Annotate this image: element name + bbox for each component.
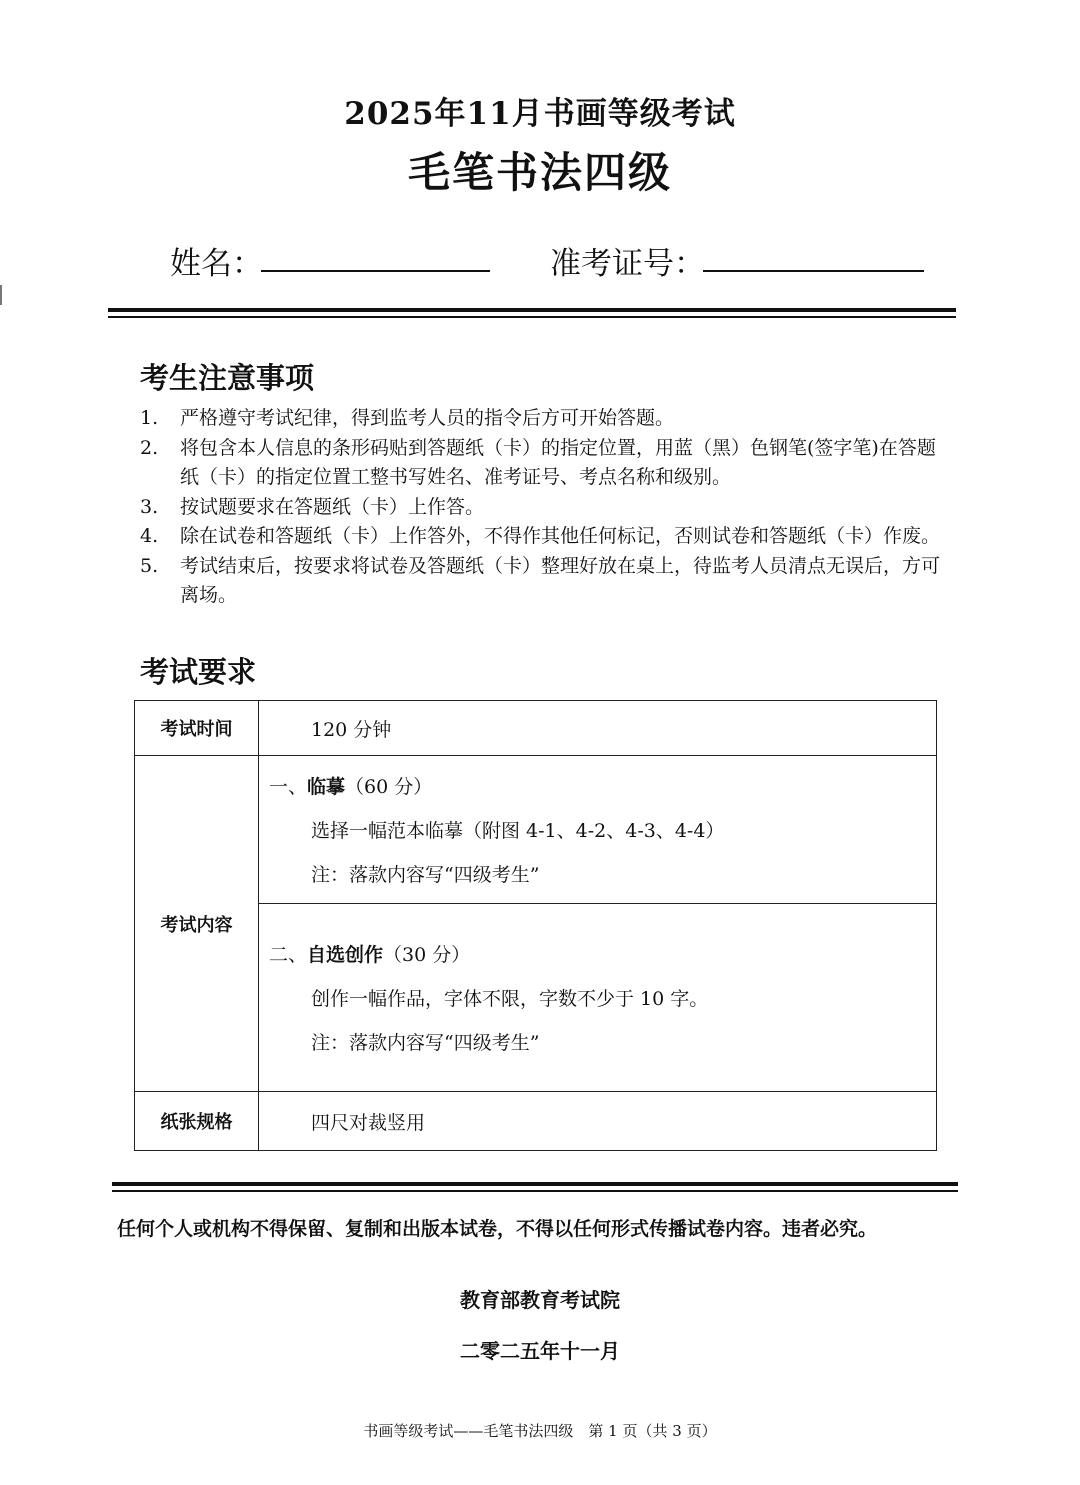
exam-id-blank-line — [703, 270, 924, 272]
header-divider-thin — [108, 316, 956, 318]
requirements-heading: 考试要求 — [140, 655, 257, 689]
copyright-notice: 任何个人或机构不得保留、复制和出版本试卷，不得以任何形式传播试卷内容。违者必究。 — [117, 1218, 878, 1240]
list-item: 5. 考试结束后，按要求将试卷及答题纸（卡）整理好放在桌上，待监考人员清点无误后，方可离场。 — [140, 554, 941, 606]
part2-instruction: 创作一幅作品，字体不限，字数不少于 10 字。 — [311, 988, 709, 1010]
list-item: 3. 按试题要求在答题纸（卡）上作答。 — [140, 495, 485, 518]
part2-title: 二、自选创作（30 分） — [269, 944, 471, 966]
part1-instruction: 选择一幅范本临摹（附图 4-1、4-2、4-3、4-4） — [311, 820, 725, 842]
paper-label: 纸张规格 — [135, 1092, 259, 1151]
page-footer: 书画等级考试——毛笔书法四级 第 1 页（共 3 页） — [363, 1422, 717, 1440]
content-label: 考试内容 — [135, 756, 259, 1092]
time-value: 120 分钟 — [259, 701, 937, 756]
scan-mark — [0, 285, 2, 305]
issue-date: 二零二五年十一月 — [460, 1339, 620, 1363]
list-item: 2. 将包含本人信息的条形码贴到答题纸（卡）的指定位置，用蓝（黑）色钢笔(签字笔)在答题纸（卡）的指定位置工整书写姓名、准考证号、考点名称和级别。 — [140, 436, 936, 488]
table-row — [135, 701, 937, 756]
table-row — [135, 1092, 937, 1151]
notes-heading: 考生注意事项 — [140, 361, 315, 395]
notes-list — [140, 404, 940, 611]
paper-value: 四尺对裁竖用 — [259, 1092, 937, 1151]
exam-id-label: 准考证号： — [550, 246, 705, 282]
part2-cell — [259, 904, 937, 1092]
header-divider-thick — [108, 308, 956, 312]
part1-note: 注：落款内容写“四级考生” — [311, 864, 540, 886]
part1-cell — [259, 756, 937, 904]
time-label: 考试时间 — [135, 701, 259, 756]
part1-title: 一、临摹（60 分） — [269, 776, 433, 798]
requirements-table — [134, 700, 937, 1151]
subject-title: 毛笔书法四级 — [407, 148, 672, 197]
footer-divider-thin — [112, 1190, 958, 1192]
list-item: 4. 除在试卷和答题纸（卡）上作答外，不得作其他任何标记，否则试卷和答题纸（卡）作废。 — [140, 525, 941, 547]
table-row — [135, 756, 937, 904]
part2-note: 注：落款内容写“四级考生” — [311, 1032, 540, 1054]
issuer: 教育部教育考试院 — [460, 1288, 620, 1312]
name-label: 姓名： — [170, 246, 263, 282]
footer-divider-thick — [112, 1182, 958, 1186]
list-item: 1. 严格遵守考试纪律，得到监考人员的指令后方可开始答题。 — [140, 407, 675, 429]
exam-title: 2025年11月书画等级考试 — [344, 96, 736, 132]
name-blank-line — [261, 270, 490, 272]
